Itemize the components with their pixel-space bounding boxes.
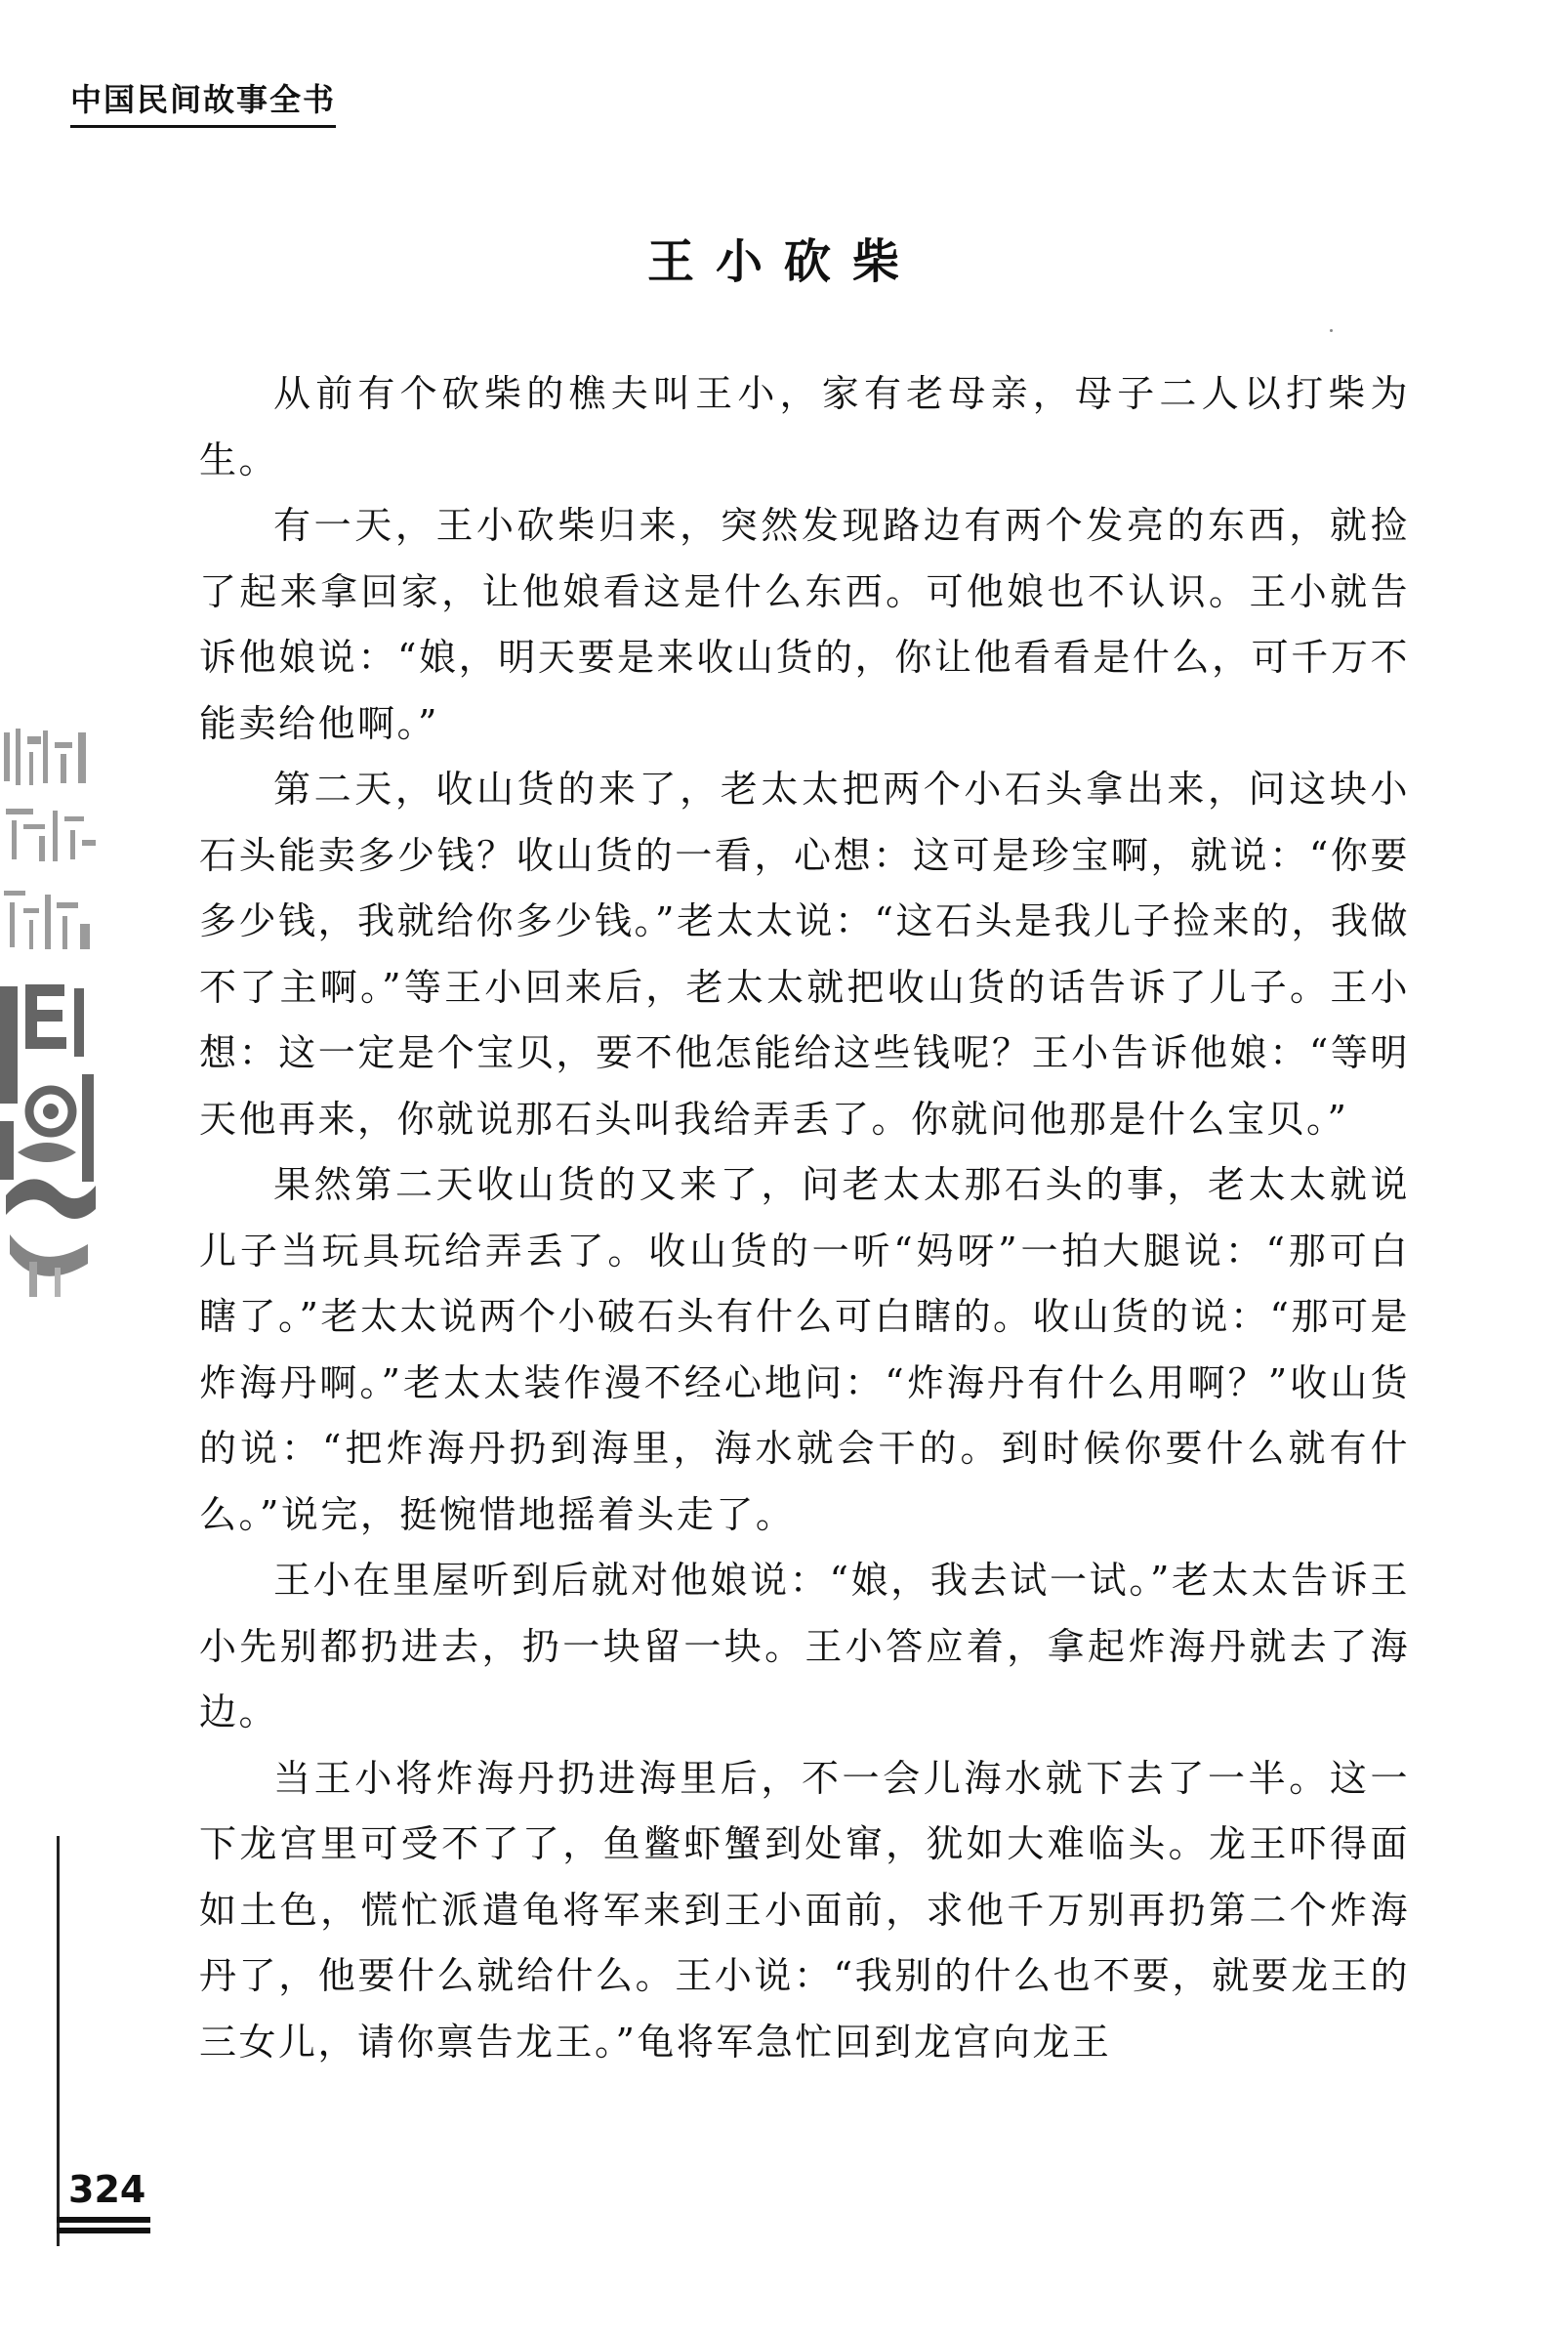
paragraph-5: 王小在里屋听到后就对他娘说：“娘，我去试一试。”老太太告诉王小先别都扔进去，扔一块留一块。王小答应着，拿起炸海丹就去了海边。	[199, 1559, 1410, 1733]
page-number: 324	[68, 2168, 146, 2211]
paragraph-2: 有一天，王小砍柴归来，突然发现路边有两个发亮的东西，就捡了起来拿回家，让他娘看这是什么东西。可他娘也不认识。王小就告诉他娘说：“娘，明天要是来收山货的，你让他看看是什么，可千万不能卖给他啊。”	[199, 504, 1410, 745]
story-title: 王小砍柴	[646, 234, 921, 289]
margin-rule	[57, 1836, 60, 2246]
page-number-rules	[57, 2217, 150, 2238]
paragraph-4: 果然第二天收山货的又来了，问老太太那石头的事，老太太就说儿子当玩具玩给弄丢了。收山货的一听“妈呀”一拍大腿说：“那可白瞎了。”老太太说两个小破石头有什么可白瞎的。收山货的说：“那可是炸海丹啊。”老太太装作漫不经心地问：“炸海丹有什么用啊？”收山货的说：“把炸海丹扔到海里，海水就会干的。到时候你要什么就有什么。”说完，挺惋惜地摇着头走了。	[199, 1163, 1410, 1536]
scan-speck	[1330, 329, 1333, 332]
paragraph-6: 当王小将炸海丹扔进海里后，不一会儿海水就下去了一半。这一下龙宫里可受不了了，鱼鳖虾蟹到处窜，犹如大难临头。龙王吓得面如土色，慌忙派遣龟将军来到王小面前，求他千万别再扔第二个炸海丹了，他要什么就给什么。王小说：“我别的什么也不要，就要龙王的三女儿，请你禀告龙王。”龟将军急忙回到龙宫向龙王	[199, 1756, 1410, 2064]
running-header: 中国民间故事全书	[70, 78, 336, 128]
paragraph-1: 从前有个砍柴的樵夫叫王小，家有老母亲，母子二人以打柴为生。	[199, 372, 1410, 481]
paragraph-3: 第二天，收山货的来了，老太太把两个小石头拿出来，问这块小石头能卖多少钱？收山货的一看，心想：这可是珍宝啊，就说：“你要多少钱，我就给你多少钱。”老太太说：“这石头是我儿子捡来的，我做不了主啊。”等王小回来后，老太太就把收山货的话告诉了儿子。王小想：这一定是个宝贝，要不他怎能给这些钱呢？王小告诉他娘：“等明天他再来，你就说那石头叫我给弄丢了。你就问他那是什么宝贝。”	[199, 768, 1410, 1141]
story-body	[199, 361, 1410, 2075]
decorative-seal-pattern-icon	[0, 723, 102, 1309]
